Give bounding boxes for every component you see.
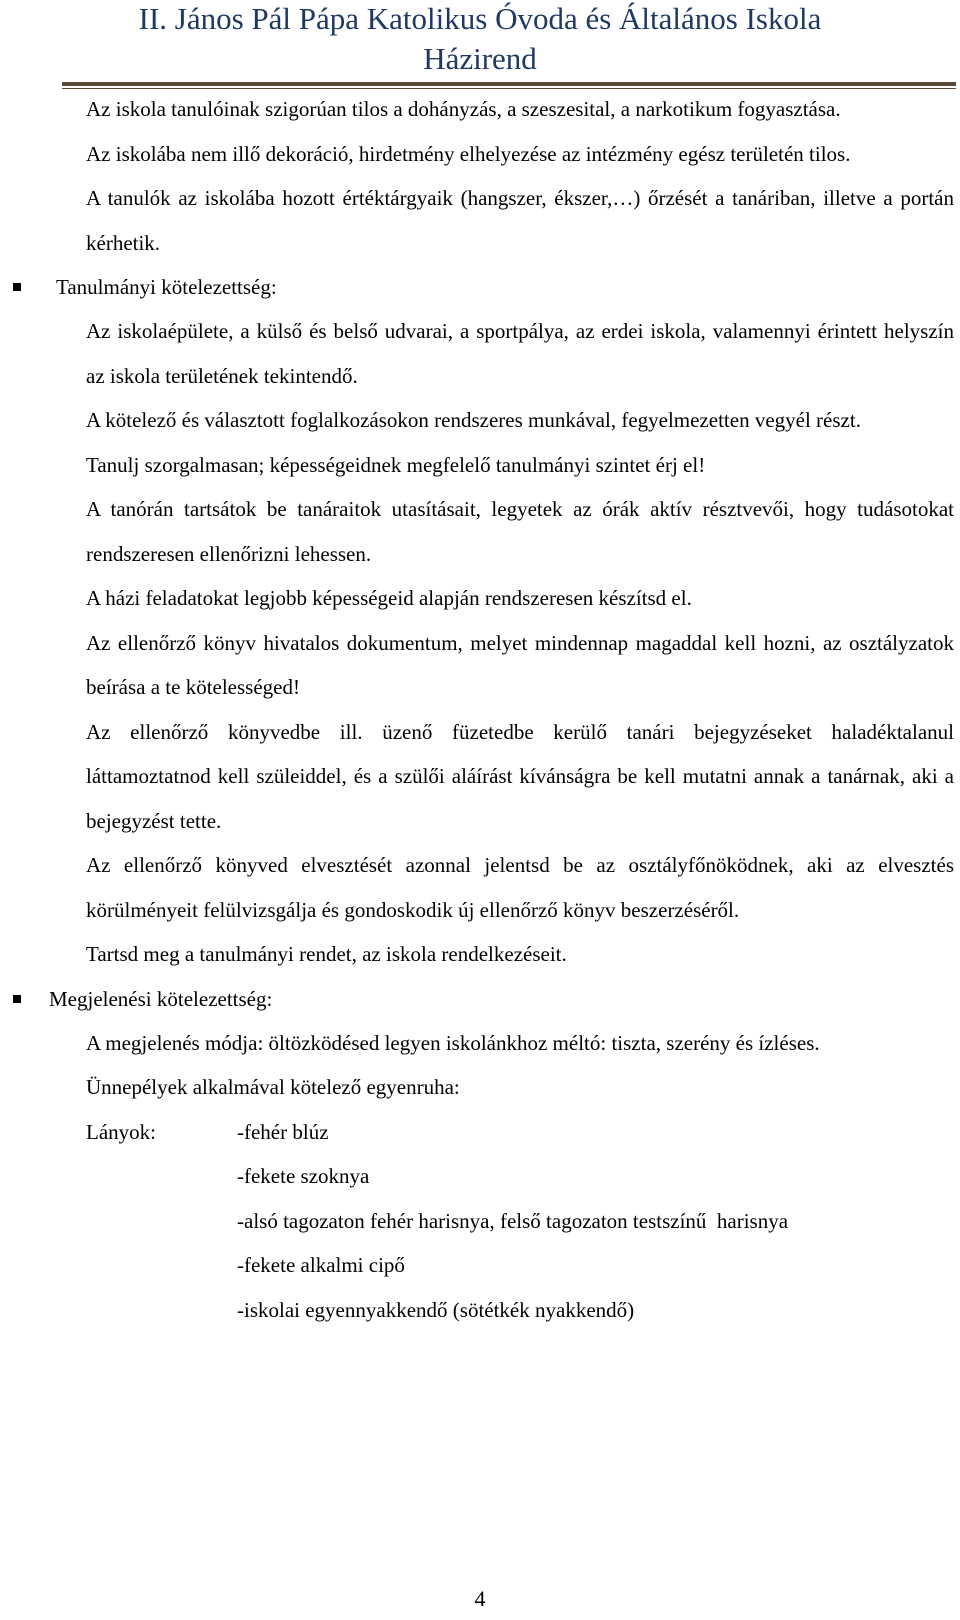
paragraph: Az iskola tanulóinak szigorúan tilos a dohányzás, a szeszesital, a narkotikum fogyasztása.: [86, 97, 841, 121]
uniform-item: -fekete alkalmi cipő: [237, 1253, 405, 1277]
uniform-list-row: [86, 1288, 954, 1333]
header-school-name: II. János Pál Pápa Katolikus Óvoda és Általános Iskola: [138, 1, 822, 36]
uniform-list-row: [86, 1110, 954, 1155]
section-heading-appearance: [49, 977, 954, 1021]
paragraph: Az ellenőrző könyv hivatalos dokumentum, melyet mindennap magaddal kell hozni, az osztályzatok beírása a te kötelességed!: [86, 630, 954, 699]
paragraph: Ünnepélyek alkalmával kötelező egyenruha:: [86, 1075, 460, 1099]
paragraph: A tanórán tartsátok be tanáraitok utasításait, legyetek az órák aktív résztvevői, hogy tudásotokat rendszeresen ellenőrizni lehessen.: [86, 497, 954, 566]
paragraph: Tartsd meg a tanulmányi rendet, az iskola rendelkezéseit.: [86, 942, 567, 966]
section-heading-study: [56, 265, 954, 309]
paragraph: Az ellenőrző könyved elvesztését azonnal jelentsd be az osztályfőnöködnek, aki az elvesztés körülményeit felülvizsgálja és gondoskodik új ellenőrző könyv beszerzéséről.: [86, 853, 954, 922]
header-rule-thick: [62, 82, 956, 86]
paragraph: Az ellenőrző könyvedbe ill. üzenő füzetedbe kerülő tanári bejegyzéseket haladéktalanul láttamoztatnod kell szüleiddel, és a szülői aláírást kívánságra be kell mutatni annak a tanárnak, aki a bejegyzést tette.: [86, 719, 954, 833]
uniform-item: -alsó tagozaton fehér harisnya, felső tagozaton testszínű harisnya: [237, 1208, 789, 1233]
uniform-list-row: [86, 1199, 954, 1244]
paragraph: A megjelenés módja: öltözködésed legyen iskolánkhoz méltó: tiszta, szerény és ízléses.: [86, 1030, 820, 1055]
uniform-item: -iskolai egyennyakkendő (sötétkék nyakkendő): [237, 1297, 635, 1322]
paragraph: A kötelező és választott foglalkozásokon rendszeres munkával, fegyelmezetten vegyél részt.: [86, 408, 861, 432]
uniform-item: -fekete szoknya: [237, 1164, 370, 1188]
uniform-group-label: Lányok:: [86, 1119, 156, 1144]
paragraph: Az iskolába nem illő dekoráció, hirdetmény elhelyezése az intézmény egész területén tilos.: [86, 141, 851, 166]
square-bullet-icon: [13, 995, 21, 1003]
uniform-item: -fehér blúz: [237, 1119, 329, 1144]
uniform-list-row: [86, 1154, 954, 1199]
uniform-list-row: [86, 1243, 954, 1288]
header-document-title: Házirend: [423, 41, 537, 76]
paragraph: Tanulj szorgalmasan; képességeidnek megfelelő tanulmányi szintet érj el!: [86, 452, 706, 477]
square-bullet-icon: [13, 283, 21, 291]
section-heading-text: Tanulmányi kötelezettség:: [56, 275, 277, 299]
paragraph: Az iskolaépülete, a külső és belső udvarai, a sportpálya, az erdei iskola, valamennyi érintett helyszín az iskola területének tekintendő.: [86, 319, 954, 388]
paragraph: A házi feladatokat legjobb képességeid alapján rendszeresen készítsd el.: [86, 586, 692, 610]
page-content: [49, 87, 954, 1332]
section-heading-text: Megjelenési kötelezettség:: [49, 986, 273, 1011]
paragraph: A tanulók az iskolába hozott értéktárgyaik (hangszer, ékszer,…) őrzését a tanáriban, illetve a portán kérhetik.: [86, 186, 954, 255]
page-number: 4: [474, 1586, 486, 1611]
